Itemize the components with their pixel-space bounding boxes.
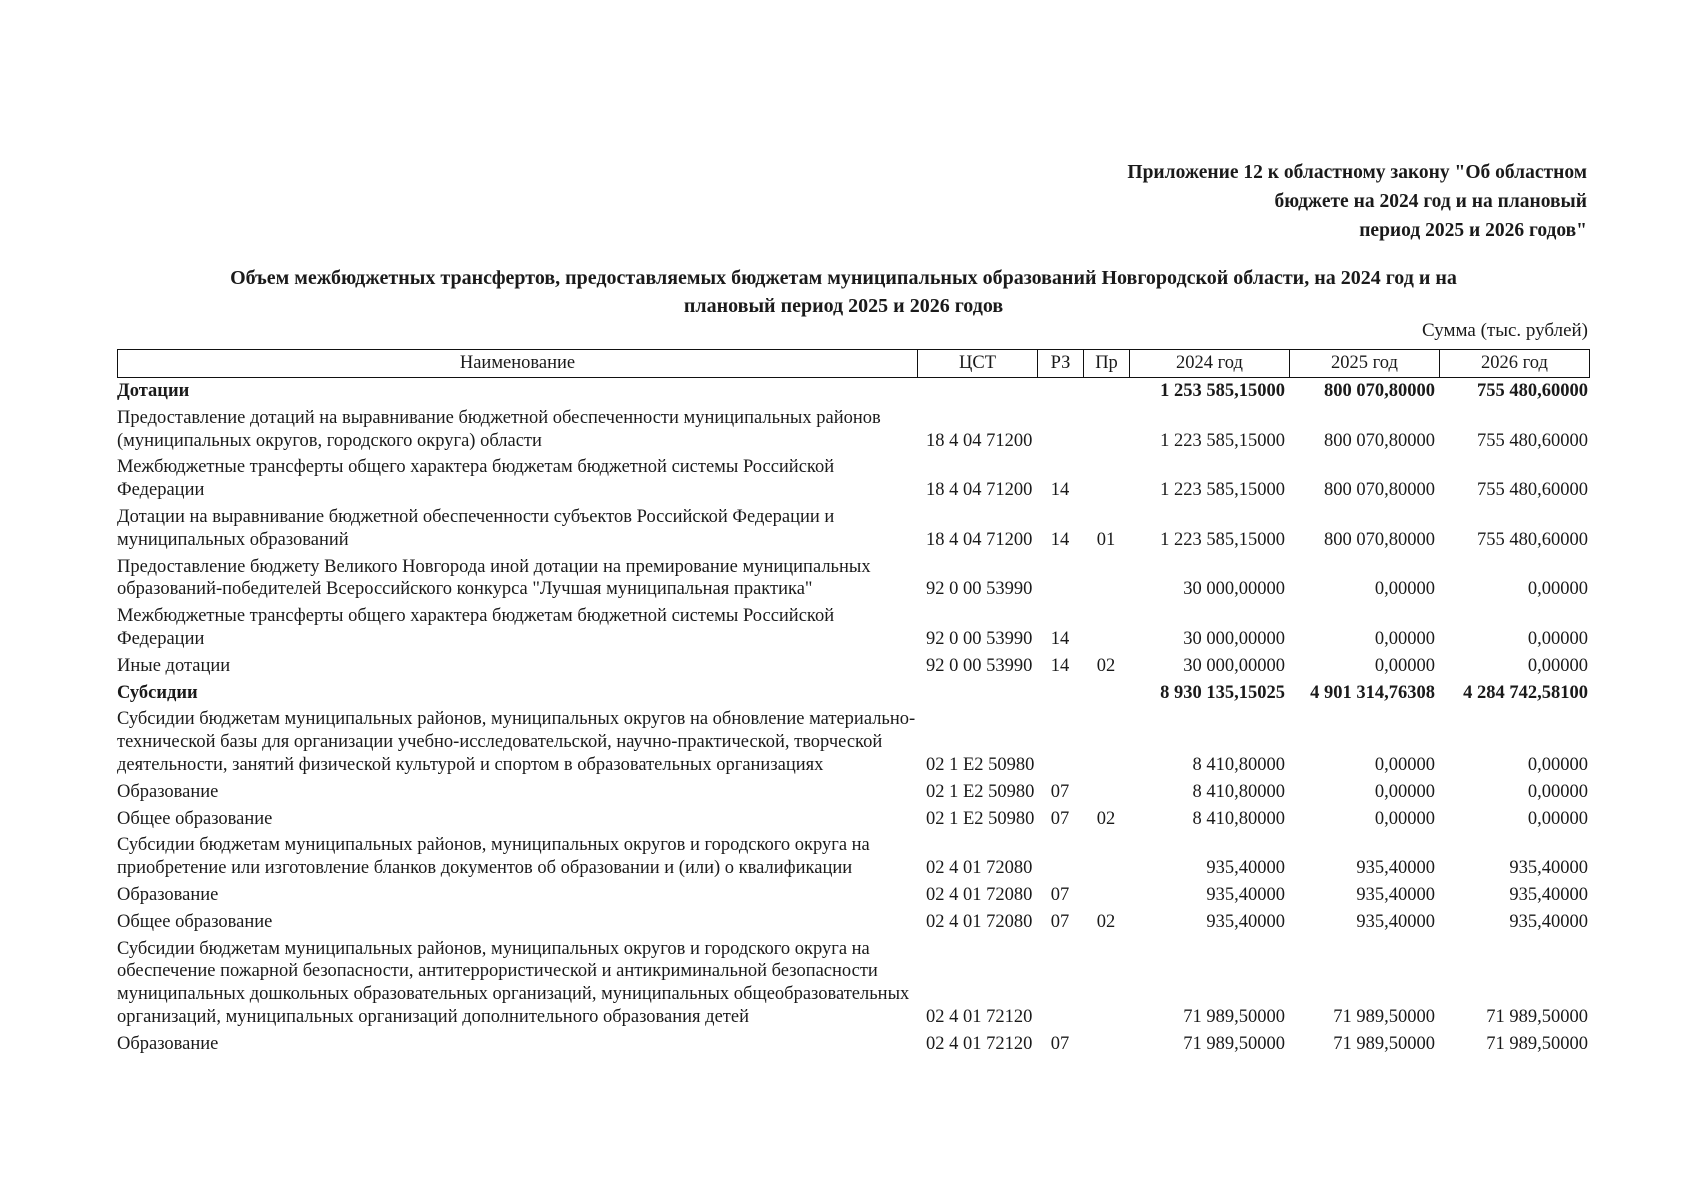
cell-rz: 07 — [1050, 1033, 1070, 1054]
cell-y2026: 71 989,50000 — [1486, 1033, 1588, 1054]
cell-y2026: 0,00000 — [1527, 655, 1588, 676]
section-row — [117, 682, 1589, 709]
table-row — [117, 605, 1589, 655]
cell-y2025: 0,00000 — [1374, 655, 1435, 676]
cell-y2024: 8 410,80000 — [1192, 808, 1285, 829]
cell-rz: 14 — [1050, 655, 1070, 676]
cell-y2026: 0,00000 — [1527, 808, 1588, 829]
cell-cst: 18 4 04 71200 — [926, 430, 1033, 451]
cell-name: Дотации — [117, 381, 190, 401]
cell-cst: 92 0 00 53990 — [926, 655, 1033, 676]
cell-rz: 07 — [1050, 808, 1070, 829]
table-row — [117, 556, 1589, 606]
cell-y2024: 1 223 585,15000 — [1160, 529, 1285, 550]
table-row — [117, 456, 1589, 506]
cell-cst: 02 1 E2 50980 — [926, 808, 1035, 829]
cell-y2024: 935,40000 — [1206, 884, 1285, 905]
units-note: Сумма (тыс. рублей) — [1422, 320, 1588, 341]
cell-name: Предоставление бюджету Великого Новгорода иной дотации на премирование муниципальных образований-победителей Всероссийского конкурса "Лучшая муниципальная практика" — [117, 556, 871, 600]
cell-cst: 02 1 E2 50980 — [926, 754, 1035, 775]
cell-y2025: 0,00000 — [1374, 754, 1435, 775]
table-row — [117, 1033, 1589, 1060]
cell-y2024: 1 253 585,15000 — [1160, 381, 1285, 401]
table-row — [117, 655, 1589, 682]
cell-rz: 14 — [1050, 628, 1070, 649]
cell-cst: 02 4 01 72080 — [926, 858, 1033, 879]
cell-name: Субсидии бюджетам муниципальных районов, муниципальных округов и городского округа на обеспечение пожарной безопасности, антитеррористической и антикриминальной безопасности муниципальных дошкольных образовательных организаций, муниципальных общеобразовательных организаций, муниципальных организаций дополнительного образования детей — [117, 938, 910, 1027]
cell-y2025: 935,40000 — [1356, 884, 1435, 905]
cell-y2024: 935,40000 — [1206, 858, 1285, 879]
section-row — [117, 380, 1589, 407]
cell-y2026: 0,00000 — [1527, 579, 1588, 600]
cell-name: Субсидии — [117, 682, 198, 703]
cell-cst: 02 4 01 72120 — [926, 1006, 1033, 1027]
appendix-line: период 2025 и 2026 годов" — [1359, 220, 1587, 241]
cell-cst: 02 1 E2 50980 — [926, 781, 1035, 802]
cell-y2026: 0,00000 — [1527, 754, 1588, 775]
cell-y2025: 800 070,80000 — [1324, 480, 1435, 501]
header-pr: Пр — [1084, 350, 1130, 378]
cell-y2025: 0,00000 — [1374, 781, 1435, 802]
header-cst: ЦСТ — [918, 350, 1038, 378]
cell-y2025: 71 989,50000 — [1333, 1033, 1435, 1054]
cell-pr: 01 — [1096, 529, 1116, 550]
cell-rz: 07 — [1050, 911, 1070, 932]
cell-rz: 14 — [1050, 529, 1070, 550]
cell-pr: 02 — [1096, 655, 1116, 676]
cell-name: Межбюджетные трансферты общего характера бюджетам бюджетной системы Российской Федерации — [117, 457, 835, 501]
cell-y2026: 71 989,50000 — [1486, 1006, 1588, 1027]
cell-y2026: 755 480,60000 — [1477, 480, 1588, 501]
cell-name: Дотации на выравнивание бюджетной обеспеченности субъектов Российской Федерации и муниципальных образований — [117, 506, 835, 550]
header-2024: 2024 год — [1130, 350, 1290, 378]
header-rz: РЗ — [1038, 350, 1084, 378]
cell-y2026: 0,00000 — [1527, 628, 1588, 649]
cell-y2024: 71 989,50000 — [1183, 1033, 1285, 1054]
cell-y2024: 30 000,00000 — [1183, 579, 1285, 600]
cell-y2025: 800 070,80000 — [1324, 381, 1435, 401]
cell-y2024: 71 989,50000 — [1183, 1006, 1285, 1027]
cell-y2025: 935,40000 — [1356, 911, 1435, 932]
cell-rz: 07 — [1050, 781, 1070, 802]
cell-y2024: 935,40000 — [1206, 911, 1285, 932]
cell-cst: 02 4 01 72120 — [926, 1033, 1033, 1054]
appendix-heading — [987, 158, 1587, 245]
cell-y2026: 0,00000 — [1527, 781, 1588, 802]
cell-y2024: 8 410,80000 — [1192, 754, 1285, 775]
cell-y2026: 935,40000 — [1509, 911, 1588, 932]
cell-y2024: 1 223 585,15000 — [1160, 480, 1285, 501]
title-line: плановый период 2025 и 2026 годов — [683, 295, 1004, 317]
cell-y2024: 8 410,80000 — [1192, 781, 1285, 802]
cell-y2025: 800 070,80000 — [1324, 529, 1435, 550]
cell-pr: 02 — [1096, 911, 1116, 932]
cell-cst: 92 0 00 53990 — [926, 579, 1033, 600]
table-row — [117, 708, 1589, 780]
table-body — [117, 380, 1589, 1060]
cell-name: Образование — [117, 781, 219, 802]
cell-y2025: 800 070,80000 — [1324, 430, 1435, 451]
cell-name: Межбюджетные трансферты общего характера бюджетам бюджетной системы Российской Федерации — [117, 606, 835, 649]
cell-rz: 14 — [1050, 480, 1070, 501]
title-line: Объем межбюджетных трансфертов, предоставляемых бюджетам муниципальных образований Новгородской области, на 2024 год и на — [230, 267, 1457, 289]
appendix-line: бюджете на 2024 год и на плановый — [1274, 191, 1587, 212]
cell-pr: 02 — [1096, 808, 1116, 829]
cell-y2024: 8 930 135,15025 — [1160, 682, 1285, 703]
table-row — [117, 938, 1589, 1033]
cell-cst: 18 4 04 71200 — [926, 480, 1033, 501]
table-row — [117, 407, 1589, 457]
cell-y2025: 0,00000 — [1374, 628, 1435, 649]
cell-name: Иные дотации — [117, 655, 231, 676]
cell-y2024: 30 000,00000 — [1183, 655, 1285, 676]
cell-y2026: 4 284 742,58100 — [1463, 682, 1588, 703]
table-row — [117, 781, 1589, 808]
table-row — [117, 911, 1589, 938]
table-row — [117, 506, 1589, 556]
cell-name: Субсидии бюджетам муниципальных районов, муниципальных округов и городского округа на приобретение или изготовление бланков документов об образовании и (или) о квалификации — [117, 835, 870, 879]
cell-name: Субсидии бюджетам муниципальных районов, муниципальных округов на обновление материально-технической базы для организации учебно-исследовательской, научно-практической, творческой деятельности, занятий физической культурой и спортом в образовательных организациях — [117, 709, 916, 775]
cell-y2026: 755 480,60000 — [1477, 381, 1588, 401]
cell-cst: 02 4 01 72080 — [926, 884, 1033, 905]
cell-cst: 92 0 00 53990 — [926, 628, 1033, 649]
table-row — [117, 808, 1589, 835]
cell-y2024: 1 223 585,15000 — [1160, 430, 1285, 451]
cell-cst: 02 4 01 72080 — [926, 911, 1033, 932]
cell-y2026: 755 480,60000 — [1477, 529, 1588, 550]
cell-y2024: 30 000,00000 — [1183, 628, 1285, 649]
table-row — [117, 834, 1589, 884]
cell-rz: 07 — [1050, 884, 1070, 905]
cell-y2025: 0,00000 — [1374, 808, 1435, 829]
table-header — [117, 349, 1590, 378]
cell-y2026: 755 480,60000 — [1477, 430, 1588, 451]
appendix-line: Приложение 12 к областному закону "Об областном — [1127, 162, 1587, 183]
cell-y2026: 935,40000 — [1509, 858, 1588, 879]
cell-cst: 18 4 04 71200 — [926, 529, 1033, 550]
header-2026: 2026 год — [1440, 350, 1590, 378]
cell-name: Образование — [117, 884, 219, 905]
cell-y2025: 0,00000 — [1374, 579, 1435, 600]
header-name: Наименование — [118, 350, 918, 378]
cell-y2025: 71 989,50000 — [1333, 1006, 1435, 1027]
cell-name: Общее образование — [117, 911, 273, 932]
cell-y2025: 935,40000 — [1356, 858, 1435, 879]
cell-name: Общее образование — [117, 808, 273, 829]
header-2025: 2025 год — [1290, 350, 1440, 378]
document-title — [100, 264, 1587, 320]
table-row — [117, 884, 1589, 911]
cell-y2026: 935,40000 — [1509, 884, 1588, 905]
cell-name: Образование — [117, 1033, 219, 1054]
cell-name: Предоставление дотаций на выравнивание бюджетной обеспеченности муниципальных районов (муниципальных округов, городского округа) области — [117, 407, 881, 451]
cell-y2025: 4 901 314,76308 — [1310, 682, 1435, 703]
